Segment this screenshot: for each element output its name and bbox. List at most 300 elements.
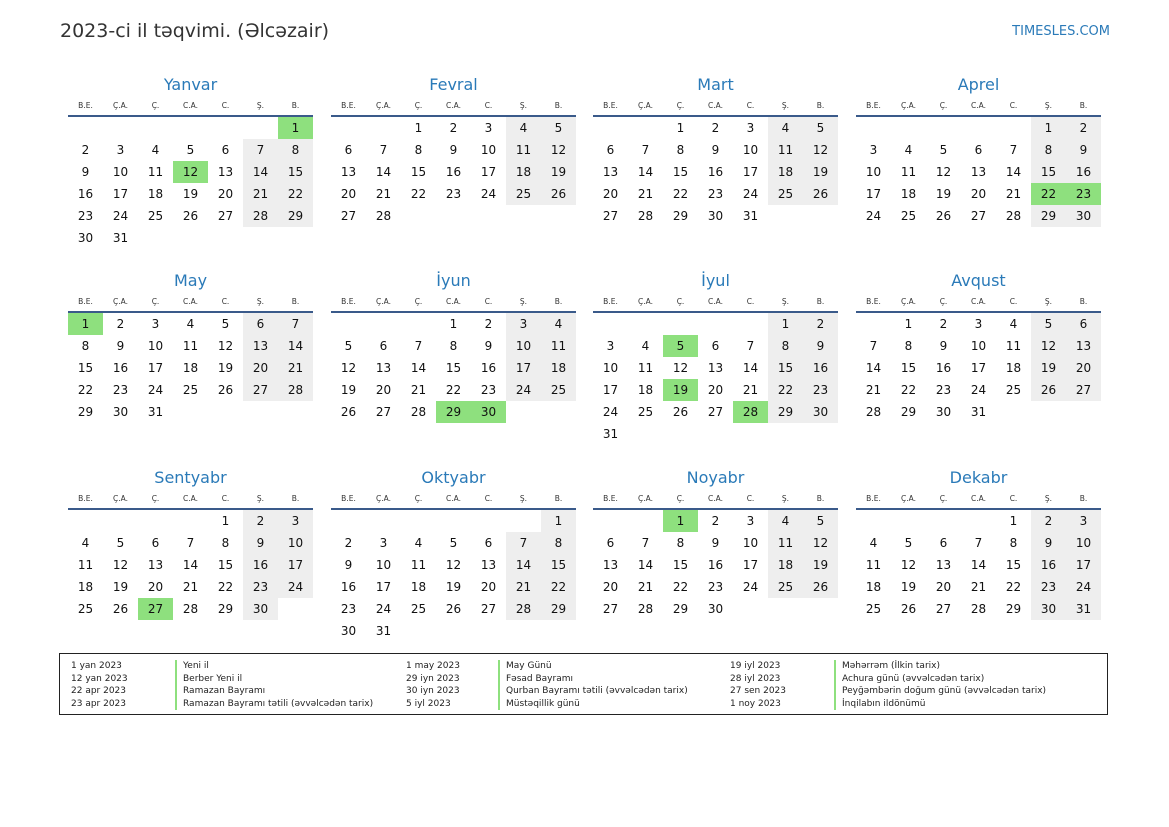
day-cell: 6: [484, 536, 493, 550]
weekday-label: B.E.: [331, 491, 366, 509]
holiday-name: Achura günü (əvvəlcədən tarix): [834, 673, 984, 686]
weekday-label: B.: [1066, 294, 1101, 312]
day-cell: 30: [1066, 205, 1101, 227]
week-row: [593, 379, 838, 401]
empty-day-cell: [243, 227, 278, 249]
empty-day-cell: [891, 116, 926, 139]
empty-day-cell: [68, 509, 103, 532]
day-cell: 12: [112, 558, 129, 572]
day-cell: 24: [970, 383, 987, 397]
empty-day-cell: [331, 116, 366, 139]
day-cell: 7: [869, 339, 878, 353]
day-cell: 9: [1066, 139, 1101, 161]
weekday-label: Ş.: [506, 294, 541, 312]
weekday-label: C.: [996, 491, 1031, 509]
month-name: Sentyabr: [154, 468, 227, 487]
weekday-label: C.A.: [173, 294, 208, 312]
day-cell: 5: [1031, 312, 1066, 335]
day-cell: 13: [480, 558, 497, 572]
day-cell: 25: [768, 183, 803, 205]
day-cell: 7: [186, 536, 195, 550]
day-cell: 3: [746, 514, 755, 528]
month-calendar: [68, 270, 313, 423]
day-cell: 2: [1066, 116, 1101, 139]
day-cell: 24: [112, 209, 129, 223]
day-cell: 3: [484, 121, 493, 135]
day-cell: 20: [1066, 357, 1101, 379]
day-cell: 3: [151, 317, 160, 331]
holiday-day-cell: 28: [733, 401, 768, 423]
day-cell: 16: [445, 165, 462, 179]
day-cell: 28: [506, 598, 541, 620]
empty-day-cell: [506, 509, 541, 532]
day-cell: 27: [707, 405, 724, 419]
day-cell: 28: [243, 205, 278, 227]
day-cell: 6: [221, 143, 230, 157]
brand-link[interactable]: TIMESLES.COM: [1012, 24, 1110, 39]
empty-day-cell: [173, 509, 208, 532]
weekday-label: B.E.: [331, 294, 366, 312]
empty-day-cell: [103, 509, 138, 532]
weekday-label: B.E.: [331, 98, 366, 116]
month-name: İyun: [436, 271, 471, 290]
day-cell: 18: [147, 187, 164, 201]
weekday-header: [331, 491, 576, 509]
weekday-label: C.: [996, 98, 1031, 116]
day-cell: 3: [506, 312, 541, 335]
day-cell: 14: [637, 558, 654, 572]
empty-day-cell: [401, 205, 436, 227]
holiday-date: 1 noy 2023: [730, 698, 781, 709]
month-name: İyul: [701, 271, 730, 290]
day-cell: 12: [541, 139, 576, 161]
day-cell: 4: [414, 536, 423, 550]
holiday-day-cell: 23: [1066, 183, 1101, 205]
day-cell: 13: [147, 558, 164, 572]
holiday-name: Fəsad Bayramı: [498, 673, 573, 686]
holiday-name: Berber Yeni il: [175, 673, 242, 686]
day-cell: 1: [414, 121, 423, 135]
day-cell: 26: [672, 405, 689, 419]
month-calendar: [856, 467, 1101, 620]
day-cell: 17: [278, 554, 313, 576]
day-cell: 5: [803, 116, 838, 139]
month-table: [68, 294, 313, 423]
holiday-day-cell: 12: [173, 161, 208, 183]
empty-day-cell: [366, 312, 401, 335]
day-cell: 14: [278, 335, 313, 357]
day-cell: 5: [186, 143, 195, 157]
day-cell: 17: [970, 361, 987, 375]
empty-day-cell: [243, 401, 278, 423]
day-cell: 6: [606, 143, 615, 157]
day-cell: 23: [1031, 576, 1066, 598]
week-row: [856, 116, 1101, 139]
weekday-label: B.: [1066, 98, 1101, 116]
day-cell: 7: [506, 532, 541, 554]
day-cell: 19: [340, 383, 357, 397]
day-cell: 28: [637, 602, 654, 616]
month-table: [331, 98, 576, 227]
empty-day-cell: [278, 401, 313, 423]
weekday-label: B.: [278, 491, 313, 509]
day-cell: 23: [77, 209, 94, 223]
day-cell: 13: [970, 165, 987, 179]
day-cell: 13: [340, 165, 357, 179]
day-cell: 15: [672, 558, 689, 572]
day-cell: 17: [112, 187, 129, 201]
day-cell: 3: [278, 509, 313, 532]
holiday-date: 23 apr 2023: [71, 698, 127, 709]
day-cell: 18: [77, 580, 94, 594]
week-row: [593, 116, 838, 139]
month-table: [856, 294, 1101, 423]
weekday-label: C.A.: [698, 491, 733, 509]
day-cell: 25: [1005, 383, 1022, 397]
day-cell: 8: [414, 143, 423, 157]
weekday-label: B.E.: [856, 491, 891, 509]
day-cell: 20: [602, 187, 619, 201]
day-cell: 9: [939, 339, 948, 353]
day-cell: 17: [147, 361, 164, 375]
day-cell: 9: [484, 339, 493, 353]
empty-day-cell: [68, 116, 103, 139]
day-cell: 20: [243, 357, 278, 379]
day-cell: 13: [602, 558, 619, 572]
weekday-header: [331, 294, 576, 312]
day-cell: 31: [602, 427, 619, 441]
empty-day-cell: [628, 312, 663, 335]
day-cell: 18: [768, 161, 803, 183]
weekday-header: [856, 294, 1101, 312]
day-cell: 22: [278, 183, 313, 205]
weekday-label: Ş.: [243, 294, 278, 312]
holiday-name: İnqilabın ildönümü: [834, 698, 925, 711]
day-cell: 30: [707, 602, 724, 616]
day-cell: 2: [711, 121, 720, 135]
weekday-header: [68, 294, 313, 312]
empty-day-cell: [926, 116, 961, 139]
day-cell: 20: [340, 187, 357, 201]
holiday-date: 29 iyn 2023: [406, 673, 460, 684]
weekday-label: C.: [471, 491, 506, 509]
day-cell: 13: [217, 165, 234, 179]
day-cell: 5: [939, 143, 948, 157]
day-cell: 16: [77, 187, 94, 201]
day-cell: 19: [445, 580, 462, 594]
month-name: Dekabr: [949, 468, 1008, 487]
day-cell: 30: [112, 405, 129, 419]
day-cell: 17: [375, 580, 392, 594]
day-cell: 21: [637, 580, 654, 594]
month-name: Avqust: [951, 271, 1006, 290]
holiday-day-cell: 27: [138, 598, 173, 620]
weekday-header: [593, 98, 838, 116]
empty-day-cell: [173, 227, 208, 249]
day-cell: 31: [375, 624, 392, 638]
day-cell: 12: [900, 558, 917, 572]
day-cell: 17: [1066, 554, 1101, 576]
week-row: [68, 401, 313, 423]
day-cell: 12: [672, 361, 689, 375]
day-cell: 26: [935, 209, 952, 223]
day-cell: 7: [243, 139, 278, 161]
day-cell: 15: [768, 357, 803, 379]
day-cell: 2: [81, 143, 90, 157]
weekday-label: C.A.: [436, 98, 471, 116]
day-cell: 16: [1066, 161, 1101, 183]
day-cell: 4: [81, 536, 90, 550]
weekday-label: B.E.: [856, 98, 891, 116]
day-cell: 11: [637, 361, 654, 375]
day-cell: 13: [935, 558, 952, 572]
day-cell: 4: [1009, 317, 1018, 331]
weekday-label: C.: [208, 491, 243, 509]
day-cell: 28: [278, 379, 313, 401]
day-cell: 29: [900, 405, 917, 419]
week-row: [856, 312, 1101, 335]
day-cell: 25: [900, 209, 917, 223]
day-cell: 24: [480, 187, 497, 201]
day-cell: 28: [865, 405, 882, 419]
week-row: [331, 335, 576, 357]
day-cell: 5: [904, 536, 913, 550]
day-cell: 19: [112, 580, 129, 594]
day-cell: 19: [541, 161, 576, 183]
day-cell: 16: [480, 361, 497, 375]
holiday-date: 28 iyl 2023: [730, 673, 781, 684]
day-cell: 30: [340, 624, 357, 638]
week-row: [856, 139, 1101, 161]
day-cell: 9: [344, 558, 353, 572]
day-cell: 22: [217, 580, 234, 594]
day-cell: 14: [637, 165, 654, 179]
day-cell: 12: [935, 165, 952, 179]
weekday-label: C.A.: [436, 491, 471, 509]
empty-day-cell: [698, 423, 733, 445]
day-cell: 6: [606, 536, 615, 550]
day-cell: 2: [1031, 509, 1066, 532]
weekday-label: Ç.A.: [628, 98, 663, 116]
weekday-label: Ş.: [768, 294, 803, 312]
week-row: [68, 161, 313, 183]
day-cell: 25: [865, 602, 882, 616]
weekday-label: Ç.A.: [891, 294, 926, 312]
day-cell: 18: [541, 357, 576, 379]
day-cell: 11: [865, 558, 882, 572]
weekday-label: B.E.: [856, 294, 891, 312]
weekday-label: B.E.: [68, 491, 103, 509]
empty-day-cell: [803, 423, 838, 445]
week-row: [68, 335, 313, 357]
day-cell: 21: [1005, 187, 1022, 201]
weekday-label: C.A.: [173, 491, 208, 509]
day-cell: 11: [1005, 339, 1022, 353]
day-cell: 12: [803, 139, 838, 161]
weekday-label: Ç.: [926, 98, 961, 116]
day-cell: 20: [375, 383, 392, 397]
empty-day-cell: [856, 509, 891, 532]
holiday-day-cell: 19: [663, 379, 698, 401]
week-row: [331, 598, 576, 620]
day-cell: 1: [676, 121, 685, 135]
month-calendar: [68, 467, 313, 620]
day-cell: 21: [375, 187, 392, 201]
day-cell: 2: [711, 514, 720, 528]
day-cell: 30: [243, 598, 278, 620]
empty-day-cell: [996, 116, 1031, 139]
day-cell: 18: [410, 580, 427, 594]
week-row: [856, 401, 1101, 423]
day-cell: 1: [904, 317, 913, 331]
day-cell: 26: [217, 383, 234, 397]
day-cell: 29: [1031, 205, 1066, 227]
weekday-label: C.A.: [173, 98, 208, 116]
day-cell: 25: [541, 379, 576, 401]
month-table: [856, 491, 1101, 620]
empty-day-cell: [768, 423, 803, 445]
weekday-label: Ç.: [401, 98, 436, 116]
month-table: [331, 491, 576, 642]
week-row: [331, 554, 576, 576]
empty-day-cell: [331, 509, 366, 532]
day-cell: 28: [182, 602, 199, 616]
day-cell: 21: [278, 357, 313, 379]
day-cell: 10: [742, 143, 759, 157]
day-cell: 27: [375, 405, 392, 419]
day-cell: 2: [116, 317, 125, 331]
day-cell: 31: [970, 405, 987, 419]
empty-day-cell: [506, 205, 541, 227]
day-cell: 22: [672, 187, 689, 201]
empty-day-cell: [506, 620, 541, 642]
month-table: [331, 294, 576, 423]
weekday-header: [593, 294, 838, 312]
week-row: [68, 205, 313, 227]
day-cell: 29: [672, 602, 689, 616]
day-cell: 18: [865, 580, 882, 594]
month-calendar: [331, 74, 576, 227]
day-cell: 29: [768, 401, 803, 423]
empty-day-cell: [138, 116, 173, 139]
week-row: [68, 532, 313, 554]
empty-day-cell: [366, 509, 401, 532]
day-cell: 15: [445, 361, 462, 375]
day-cell: 26: [803, 576, 838, 598]
day-cell: 4: [768, 509, 803, 532]
day-cell: 10: [147, 339, 164, 353]
empty-day-cell: [628, 509, 663, 532]
weekday-label: Ç.: [401, 294, 436, 312]
day-cell: 21: [637, 187, 654, 201]
weekday-label: B.E.: [593, 294, 628, 312]
day-cell: 16: [340, 580, 357, 594]
weekday-label: B.E.: [68, 98, 103, 116]
day-cell: 26: [112, 602, 129, 616]
week-row: [593, 205, 838, 227]
weekday-label: B.: [541, 491, 576, 509]
day-cell: 21: [506, 576, 541, 598]
day-cell: 18: [900, 187, 917, 201]
day-cell: 22: [900, 383, 917, 397]
day-cell: 20: [602, 580, 619, 594]
day-cell: 17: [602, 383, 619, 397]
day-cell: 29: [1005, 602, 1022, 616]
day-cell: 6: [151, 536, 160, 550]
weekday-label: Ş.: [768, 491, 803, 509]
holiday-date: 22 apr 2023: [71, 686, 127, 696]
day-cell: 17: [506, 357, 541, 379]
day-cell: 11: [77, 558, 94, 572]
day-cell: 16: [707, 165, 724, 179]
day-cell: 7: [641, 536, 650, 550]
weekday-label: Ç.A.: [891, 491, 926, 509]
week-row: [856, 205, 1101, 227]
day-cell: 8: [278, 139, 313, 161]
weekday-label: B.: [1066, 491, 1101, 509]
weekday-label: B.E.: [593, 98, 628, 116]
week-row: [593, 423, 838, 445]
weekday-label: B.E.: [68, 294, 103, 312]
empty-day-cell: [173, 401, 208, 423]
day-cell: 16: [243, 554, 278, 576]
empty-day-cell: [733, 423, 768, 445]
day-cell: 17: [742, 558, 759, 572]
holiday-date: 27 sen 2023: [730, 686, 787, 696]
day-cell: 23: [480, 383, 497, 397]
day-cell: 30: [935, 405, 952, 419]
weekday-label: B.: [278, 98, 313, 116]
holiday-date: 12 yan 2023: [71, 673, 128, 684]
empty-day-cell: [628, 116, 663, 139]
day-cell: 10: [1066, 532, 1101, 554]
weekday-label: Ç.: [138, 98, 173, 116]
weekday-label: B.: [803, 294, 838, 312]
day-cell: 25: [768, 576, 803, 598]
day-cell: 29: [278, 205, 313, 227]
week-row: [593, 509, 838, 532]
week-row: [68, 357, 313, 379]
holiday-day-cell: 22: [1031, 183, 1066, 205]
day-cell: 24: [375, 602, 392, 616]
day-cell: 7: [974, 536, 983, 550]
day-cell: 15: [900, 361, 917, 375]
weekday-label: B.: [803, 98, 838, 116]
day-cell: 27: [970, 209, 987, 223]
day-cell: 8: [221, 536, 230, 550]
day-cell: 14: [375, 165, 392, 179]
weekday-label: C.A.: [436, 294, 471, 312]
empty-day-cell: [733, 598, 768, 620]
day-cell: 24: [742, 580, 759, 594]
week-row: [331, 620, 576, 642]
day-cell: 23: [707, 187, 724, 201]
weekday-label: Ş.: [1031, 98, 1066, 116]
day-cell: 14: [243, 161, 278, 183]
weekday-label: C.: [733, 294, 768, 312]
empty-day-cell: [471, 620, 506, 642]
day-cell: 14: [1005, 165, 1022, 179]
day-cell: 29: [541, 598, 576, 620]
week-row: [331, 205, 576, 227]
empty-day-cell: [138, 227, 173, 249]
weekday-label: Ç.A.: [366, 491, 401, 509]
holiday-legend: [59, 653, 1108, 715]
day-cell: 4: [506, 116, 541, 139]
month-name: Fevral: [429, 75, 478, 94]
day-cell: 7: [414, 339, 423, 353]
weekday-label: Ş.: [1031, 491, 1066, 509]
